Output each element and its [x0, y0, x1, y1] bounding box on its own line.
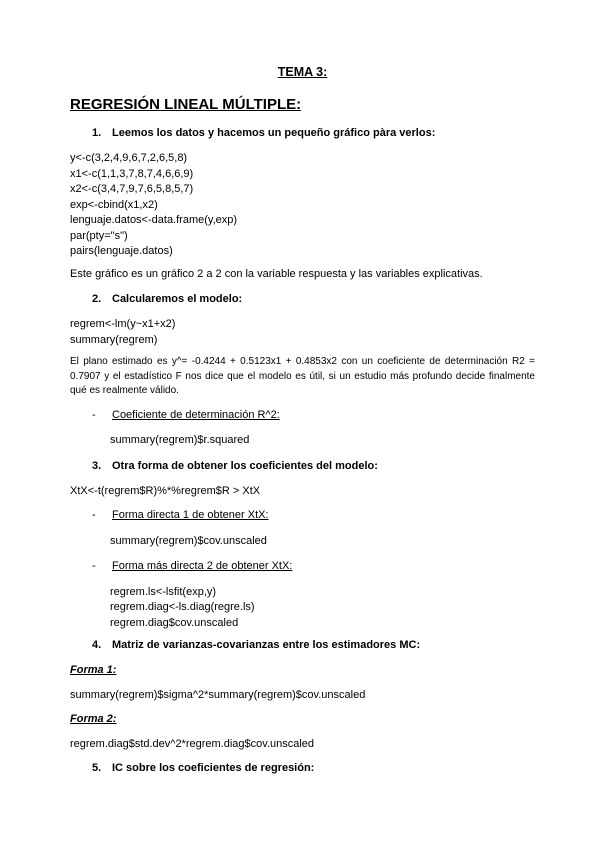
code-line: regrem.diag<-ls.diag(regre.ls) [110, 601, 255, 613]
bullet-dash: - [92, 509, 96, 521]
section-3-title: Otra forma de obtener los coeficientes del modelo: [112, 459, 378, 472]
page-title [70, 64, 535, 80]
main-heading [70, 96, 535, 114]
section-3-heading [70, 459, 535, 474]
section-4-heading [70, 638, 535, 653]
section-5-heading [70, 761, 535, 776]
code-line: regrem.diag$cov.unscaled [110, 616, 239, 629]
section-3-number: 3. [92, 459, 102, 472]
bullet-r-squared-code: summary(regrem)$r.squared [110, 434, 250, 446]
bullet-r-squared [70, 408, 535, 424]
section-1-title: Leemos los datos y hacemos un pequeño gráfico pàra verlos: [112, 127, 436, 139]
bullet-forma-directa-1-code: summary(regrem)$cov.unscaled [110, 534, 267, 547]
section-5-number: 5. [92, 762, 102, 774]
forma-2-label [70, 712, 535, 728]
code-line: pairs(lenguaje.datos) [70, 245, 173, 257]
bullet-forma-directa-2-label: Forma más directa 2 de obtener XtX: [112, 560, 293, 572]
code-line: regrem<-lm(y~x1+x2) [70, 318, 176, 330]
section-1-number: 1. [92, 127, 102, 139]
bullet-forma-directa-2-code-block [70, 585, 535, 632]
bullet-dash: - [92, 408, 96, 421]
bullet-r-squared-label: Coeficiente de determinación R^2: [112, 408, 280, 421]
code-line: y<-c(3,2,4,9,6,7,2,6,5,8) [70, 152, 188, 164]
section-2-title: Calcularemos el modelo: [112, 293, 243, 305]
section-1-note: Este gráfico es un gráfico 2 a 2 con la variable respuesta y las variables explicativas. [70, 267, 483, 280]
code-line: summary(regrem) [70, 333, 158, 346]
section-2-heading [70, 292, 535, 307]
code-line: regrem.ls<-lsfit(exp,y) [110, 585, 217, 598]
section-1-heading [70, 126, 535, 141]
bullet-forma-directa-1-label: Forma directa 1 de obtener XtX: [112, 509, 269, 521]
bullet-dash: - [92, 560, 96, 572]
code-line: par(pty="s") [70, 229, 128, 242]
section-2-number: 2. [92, 293, 102, 305]
main-heading-text: REGRESIÓN LINEAL MÚLTIPLE: [70, 96, 302, 113]
section-2-code-block [70, 317, 535, 348]
section-4-number: 4. [92, 639, 102, 651]
bullet-forma-directa-1 [70, 508, 535, 524]
forma-1-label-text: Forma 1: [70, 664, 117, 676]
code-line: x1<-c(1,1,3,7,8,7,4,6,6,9) [70, 167, 194, 180]
section-2-note: El plano estimado es y^= -0.4244 + 0.5123x1 + 0.4853x2 con un coeficiente de determinación R2 = 0.7907 y el estadístico F nos dice que el modelo es útil, si un estudio más profundo decide finalmente qué es realmente válido. [70, 356, 535, 396]
page-title-text: TEMA 3: [277, 65, 328, 79]
code-line: lenguaje.datos<-data.frame(y,exp) [70, 214, 238, 226]
code-line: exp<-cbind(x1,x2) [70, 198, 158, 211]
code-line: x2<-c(3,4,7,9,7,6,5,8,5,7) [70, 183, 194, 195]
forma-1-label [70, 663, 535, 679]
forma-1-code: summary(regrem)$sigma^2*summary(regrem)$cov.unscaled [70, 688, 366, 701]
section-4-title: Matriz de varianzas-covarianzas entre los estimadores MC: [112, 639, 421, 651]
section-3-code: XtX<-t(regrem$R)%*%regrem$R > XtX [70, 484, 261, 497]
forma-2-label-text: Forma 2: [70, 713, 117, 725]
section-5-title: IC sobre los coeficientes de regresión: [112, 762, 315, 774]
section-1-code-block [70, 151, 535, 260]
bullet-forma-directa-2 [70, 559, 535, 575]
forma-2-code: regrem.diag$std.dev^2*regrem.diag$cov.unscaled [70, 737, 315, 750]
